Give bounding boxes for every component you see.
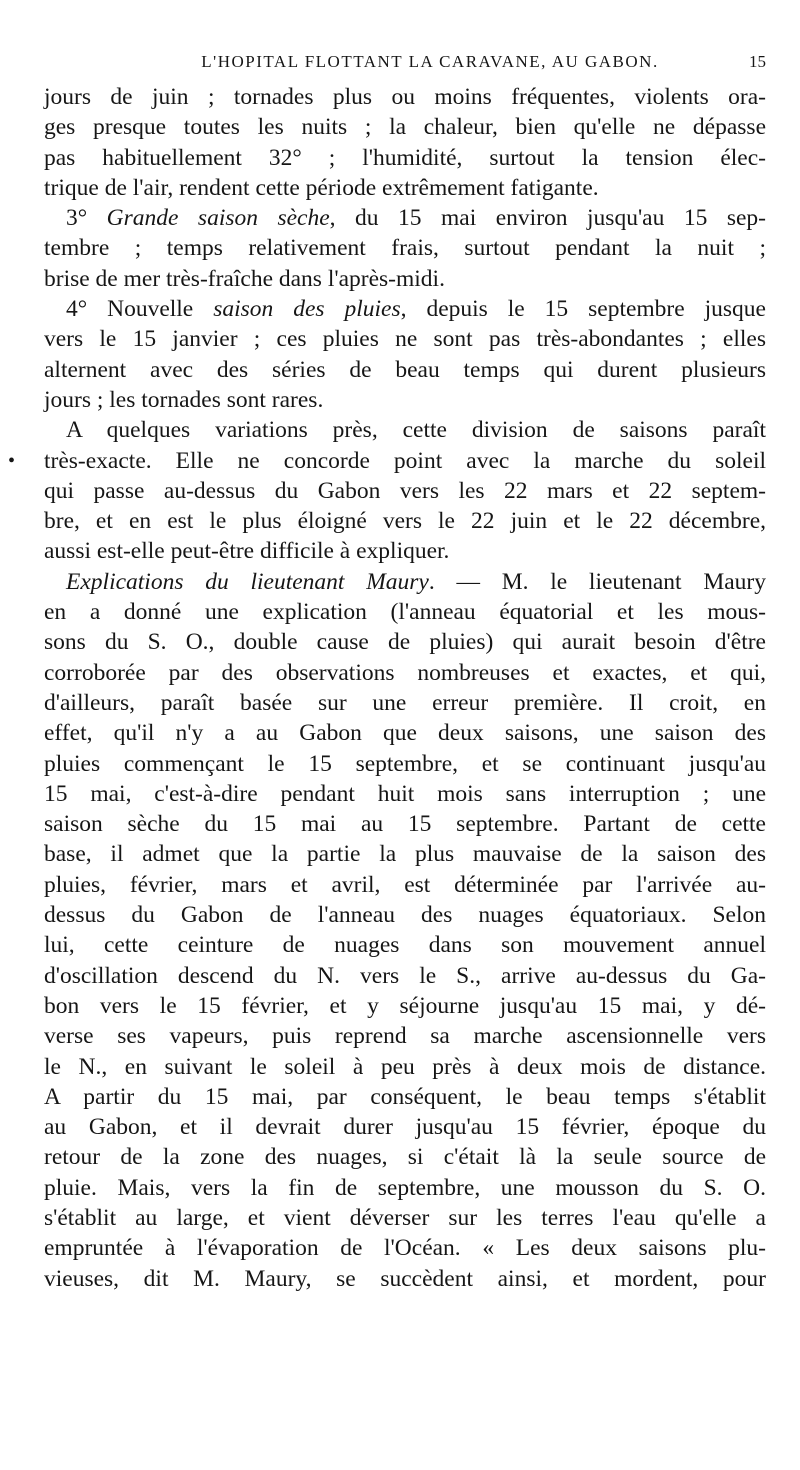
text-line: 4° Nouvelle saison des pluies, depuis le 15 septembre jusque — [66, 296, 766, 323]
text-line: verse ses vapeurs, puis reprend sa marche ascensionnelle vers — [44, 1023, 766, 1050]
text-line: vers le 15 janvier ; ces pluies ne sont pas très-abondantes ; elles — [44, 326, 766, 353]
text-line: au Gabon, et il devrait durer jusqu'au 15 février, époque du — [44, 1114, 766, 1141]
text-line: jours ; les tornades sont rares. — [44, 386, 324, 413]
text-line: A partir du 15 mai, par conséquent, le beau temps s'établit — [44, 1083, 766, 1110]
text-line: empruntée à l'évaporation de l'Océan. « Les deux saisons plu- — [44, 1235, 766, 1262]
book-page — [8, 52, 766, 1294]
text-line: pas habituellement 32° ; l'humidité, surtout la tension élec- — [44, 144, 766, 171]
text-line: tembre ; temps relativement frais, surtout pendant la nuit ; — [44, 235, 766, 262]
text-line: base, il admet que la partie la plus mauvaise de la saison des — [44, 841, 766, 868]
text-line: d'ailleurs, paraît basée sur une erreur première. Il croit, en — [44, 689, 766, 716]
text-line: pluie. Mais, vers la fin de septembre, une mousson du S. O. — [44, 1174, 766, 1201]
text-line: jours de juin ; tornades plus ou moins fréquentes, violents ora- — [44, 84, 766, 110]
text-line: saison sèche du 15 mai au 15 septembre. Partant de cette — [44, 811, 766, 838]
text-line: qui passe au-dessus du Gabon vers les 22 mars et 22 septem- — [44, 477, 766, 504]
text-line: ges presque toutes les nuits ; la chaleur, bien qu'elle ne dépasse — [44, 114, 766, 141]
italic-heading: Explications du lieutenant Maury — [66, 568, 429, 595]
text-line: brise de mer très-fraîche dans l'après-midi. — [44, 265, 445, 292]
text-line: effet, qu'il n'y a au Gabon que deux saisons, une saison des — [44, 720, 766, 747]
text-line: bre, et en est le plus éloigné vers le 22 juin et le 22 décembre, — [44, 508, 766, 535]
text-line: en a donné une explication (l'anneau équatorial et les mous- — [44, 599, 766, 626]
text-line: lui, cette ceinture de nuages dans son mouvement annuel — [44, 932, 766, 959]
text-line: s'établit au large, et vient déverser sur les terres l'eau qu'elle a — [44, 1204, 766, 1231]
text-line: vieuses, dit M. Maury, se succèdent ainsi, et mordent, pour — [44, 1265, 766, 1292]
running-title: L'HOPITAL FLOTTANT LA CARAVANE, AU GABON. — [201, 52, 659, 71]
text-line: A quelques variations près, cette division de saisons paraît — [66, 417, 766, 444]
text-line: le N., en suivant le soleil à peu près à deux mois de distance. — [44, 1053, 766, 1080]
text-line: 15 mai, c'est-à-dire pendant huit mois sans interruption ; une — [44, 780, 766, 807]
margin-mark: • — [8, 449, 16, 472]
text-line: pluies, février, mars et avril, est déterminée par l'arrivée au- — [44, 871, 766, 898]
running-head — [44, 52, 766, 82]
italic-phrase: Grande saison sèche — [106, 205, 330, 232]
text-line: corroborée par des observations nombreuses et exactes, et qui, — [44, 659, 766, 686]
text-line — [8, 446, 766, 476]
text-line: aussi est-elle peut-être difficile à expliquer. — [44, 538, 450, 565]
text-line: retour de la zone des nuages, si c'était là la seule source de — [44, 1144, 766, 1171]
text-line: dessus du Gabon de l'anneau des nuages équatoriaux. Selon — [44, 902, 766, 929]
body-text — [8, 82, 766, 1294]
text-line: pluies commençant le 15 septembre, et se continuant jusqu'au — [44, 750, 766, 777]
text-line-content: très-exacte. Elle ne concorde point avec la marche du soleil — [44, 447, 766, 474]
text-line: 3° Grande saison sèche, du 15 mai environ jusqu'au 15 sep- — [66, 205, 766, 232]
text-line: trique de l'air, rendent cette période extrêmement fatigante. — [44, 174, 599, 201]
page-number: 15 — [749, 52, 766, 71]
text-line: bon vers le 15 février, et y séjourne jusqu'au 15 mai, y dé- — [44, 992, 766, 1019]
text-line: d'oscillation descend du N. vers le S., arrive au-dessus du Ga- — [44, 962, 766, 989]
italic-phrase: saison des pluies — [213, 296, 401, 323]
text-line: alternent avec des séries de beau temps qui durent plusieurs — [44, 356, 766, 383]
text-line: sons du S. O., double cause de pluies) qui aurait besoin d'être — [44, 629, 766, 656]
text-line: Explications du lieutenant Maury. — M. le lieutenant Maury — [66, 568, 766, 595]
